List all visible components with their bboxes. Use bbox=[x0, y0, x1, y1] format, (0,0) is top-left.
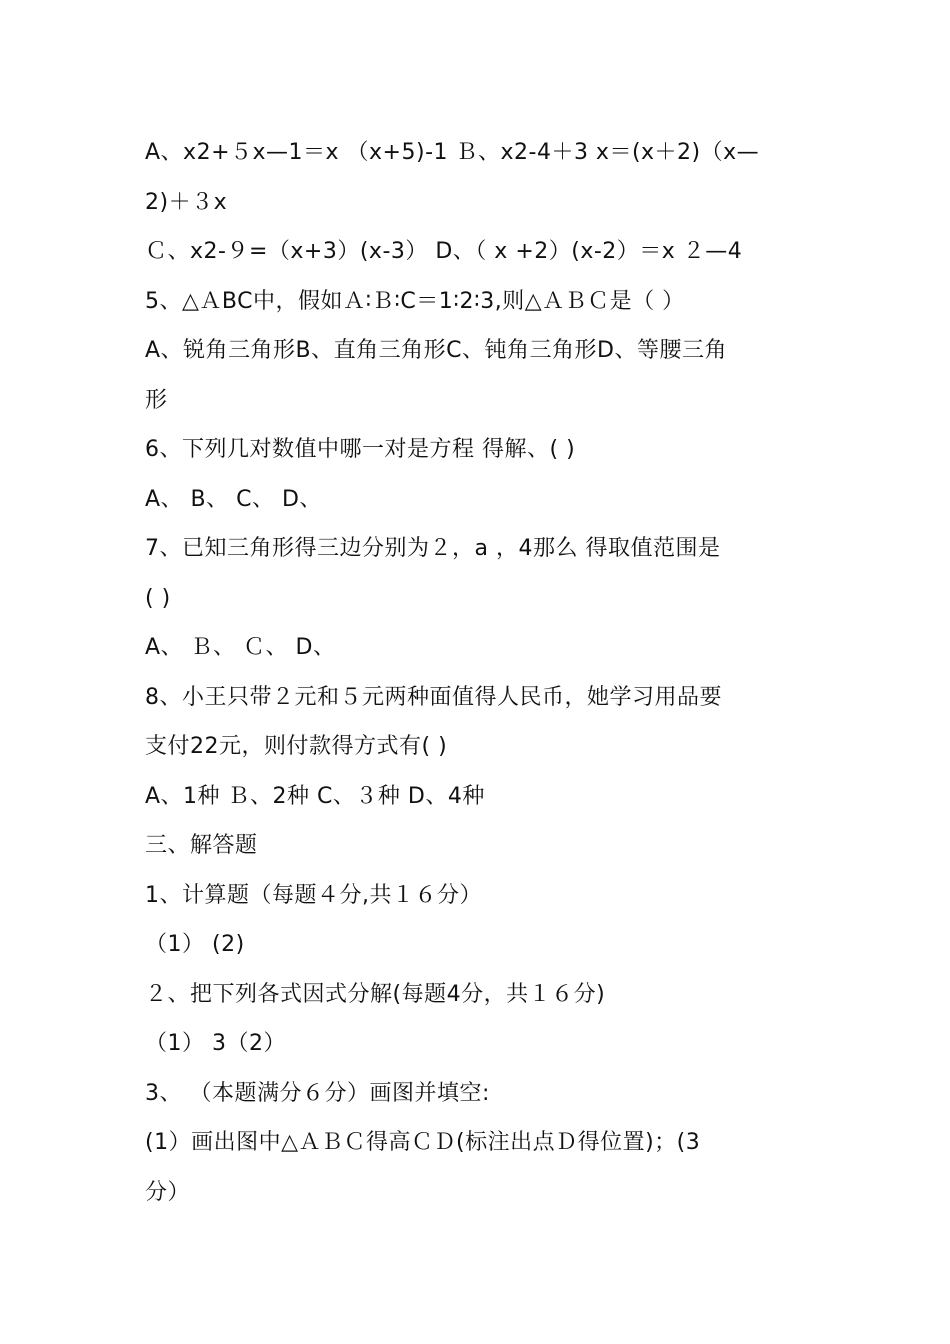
problem-3-heading: 3、 （本题满分６分）画图并填空: bbox=[145, 1080, 490, 1106]
text-line: ( ) bbox=[145, 585, 171, 611]
text-line: 形 bbox=[145, 387, 168, 413]
text-line: (1）画出图中△ＡＢＣ得高ＣＤ(标注出点Ｄ得位置)；(3 bbox=[145, 1130, 701, 1155]
question-7-options: A、 Ｂ、 Ｃ、 D、 bbox=[145, 635, 336, 660]
text-line: 分） bbox=[145, 1179, 191, 1205]
text-line: （1） (2) bbox=[145, 932, 245, 957]
text-line: 2)＋３x bbox=[145, 189, 228, 215]
problem-1-heading: 1、计算题（每题４分,共１６分） bbox=[145, 882, 482, 908]
text-line: （1） 3（2） bbox=[145, 1031, 286, 1056]
question-8-stem: 8、小王只带２元和５元两种面值得人民币，她学习用品要 bbox=[145, 684, 722, 710]
section-heading: 三、解答题 bbox=[145, 833, 258, 858]
text-line: A、x2+５x—1＝x （x+5)-1 Ｂ、x2-4＋3 x＝(x＋2)（x— bbox=[145, 140, 760, 165]
question-7-stem: 7、已知三角形得三边分别为２，a ，4那么 得取值范围是 bbox=[145, 536, 721, 561]
question-6-options: A、 B、 C、 D、 bbox=[145, 486, 322, 512]
question-8-options: A、1种 Ｂ、2种 C、３种 D、4种 bbox=[145, 783, 485, 809]
question-5-stem: 5、△ＡBC中，假如Ａ∶Ｂ∶C＝1∶2∶3,则△ＡＢＣ是（ ） bbox=[145, 288, 685, 314]
problem-2-heading: ２、把下列各式因式分解(每题4分，共１６分) bbox=[145, 981, 606, 1007]
text-line: 支付22元，则付款得方式有( ) bbox=[145, 734, 448, 759]
document-body bbox=[145, 128, 815, 1217]
text-line: Ｃ、x2-９=（x+3）(x-3） D、（ x +2）(x-2）＝x ２—4 bbox=[145, 239, 743, 264]
question-6-stem: 6、下列几对数值中哪一对是方程 得解、( ) bbox=[145, 437, 576, 462]
question-5-options: A、锐角三角形B、直角三角形C、钝角三角形D、等腰三角 bbox=[145, 338, 727, 363]
